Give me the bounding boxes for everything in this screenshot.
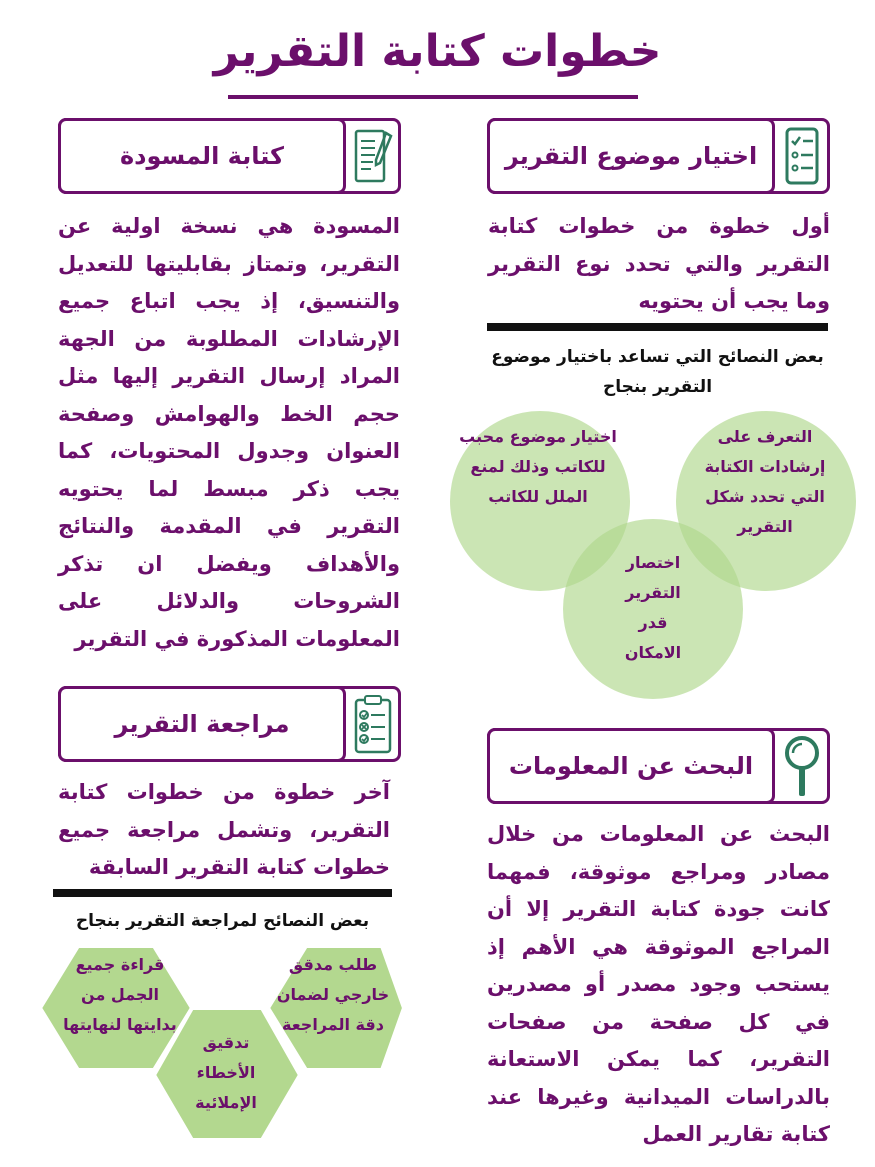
step-label-research: البحث عن المعلومات	[487, 728, 775, 804]
title-underline	[228, 95, 638, 99]
tip-text-concise: اختصار التقرير قدر الامكان	[624, 553, 682, 662]
tip-text-spelling: تدقيق الأخطاء الإملائية	[195, 1033, 257, 1112]
tip-text-read: قراءة جميع الجمل من بدايتها لنهايتها	[63, 955, 177, 1034]
step-label-draft: كتابة المسودة	[58, 118, 346, 194]
review-tips-heading: بعض النصائح لمراجعة التقرير بنجاح	[75, 911, 370, 931]
step-label-review: مراجعة التقرير	[58, 686, 346, 762]
step-label-choose-topic: اختيار موضوع التقرير	[487, 118, 775, 194]
divider-rule	[53, 889, 392, 897]
step-text-review: آخر خطوة من خطوات كتابة التقرير، وتشمل مراجعة جميع خطوات كتابة التقرير السابقة	[58, 780, 390, 879]
clipboard-check-icon	[348, 689, 398, 759]
step-text-choose-topic: أول خطوة من خطوات كتابة التقرير والتي تحدد نوع التقرير وما يجب أن يحتويه	[488, 214, 830, 313]
magnifier-icon	[777, 731, 827, 801]
tip-text-external: طلب مدقق خارجي لضمان دقة المراجعة	[276, 955, 390, 1034]
divider-rule	[487, 323, 828, 331]
page-title: خطوات كتابة التقرير	[213, 26, 662, 77]
checklist-icon	[777, 121, 827, 191]
step-text-research: البحث عن المعلومات من خلال مصادر ومراجع موثوقة، فمهما كانت جودة كتابة التقرير إلا أن المراجع الموثوقة هي الأهم إذ يستحب وجود مصدر أو مصدرين في كل صفحة من صفحات التقرير، كما يمكن الاستعانة بالدراسات الميدانية وغيرها عند كتابة تقارير العمل	[487, 822, 830, 1146]
tip-text-topic: اختيار موضوع محبب للكاتب وذلك لمنع الملل للكاتب	[459, 427, 617, 506]
tip-text-guidelines: التعرف على إرشادات الكتابة التي تحدد شكل التقرير	[704, 427, 826, 536]
step-card-review	[58, 686, 401, 762]
step-card-choose-topic	[487, 118, 830, 194]
topic-tips-heading: بعض النصائح التي تساعد باختيار موضوع التقرير بنجاح	[491, 347, 824, 397]
document-pencil-icon	[348, 121, 398, 191]
step-card-research	[487, 728, 830, 804]
step-text-draft: المسودة هي نسخة اولية عن التقرير، وتمتاز بقابليتها للتعديل والتنسيق، إذ يجب اتباع جميع الإرشادات المطلوبة من الجهة المراد إرسال التقرير إليها مثل حجم الخط والهوامش وصفحة العنوان وجدول المحتويات، كما يجب ذكر مبسط لما يحتويه التقرير في المقدمة والنتائج والأهداف ويفضل ان تذكر الشروحات والدلائل على المعلومات المذكورة في التقرير	[58, 214, 400, 651]
step-card-draft	[58, 118, 401, 194]
